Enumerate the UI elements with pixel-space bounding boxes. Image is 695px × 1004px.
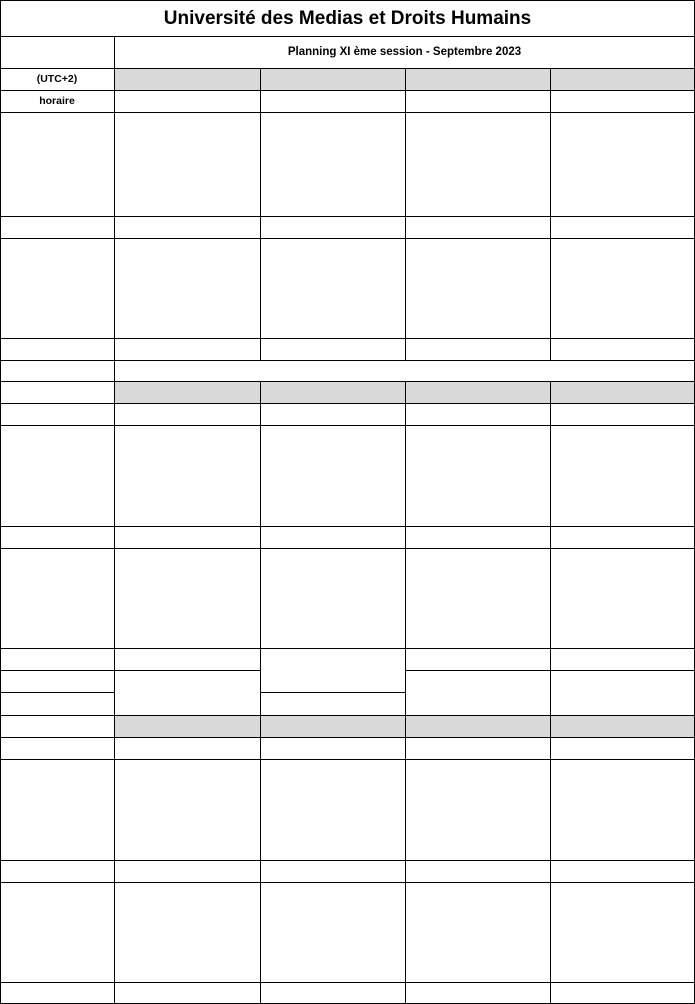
grid-line [0, 0, 695, 1]
session-cell [260, 860, 405, 882]
session-cell [260, 238, 405, 338]
session-cell [550, 425, 695, 526]
grid-line [0, 692, 114, 693]
grid-line [0, 982, 695, 983]
grid-line [0, 670, 260, 671]
session-cell [405, 759, 550, 860]
time-slot-label [0, 112, 114, 216]
session-cell [114, 238, 260, 338]
date-header [260, 90, 405, 112]
grid-line [0, 68, 695, 69]
time-slot-label [0, 982, 114, 1004]
date-header [405, 90, 550, 112]
time-slot-label [0, 425, 114, 526]
grid-line [0, 737, 695, 738]
session-cell [550, 238, 695, 338]
grid-line [0, 112, 695, 113]
session-cell [260, 112, 405, 216]
time-slot-label [0, 238, 114, 338]
horaire-label: horaire [39, 94, 75, 107]
session-cell [114, 526, 260, 548]
grid-line [0, 715, 695, 716]
time-slot-label [0, 338, 114, 360]
grid-line [260, 692, 405, 693]
session-cell [405, 238, 550, 338]
time-slot-label [0, 648, 114, 670]
session-cell [550, 338, 695, 360]
time-slot-label [0, 759, 114, 860]
date-header [550, 403, 695, 425]
session-cell [260, 526, 405, 548]
session-cell [260, 882, 405, 982]
grid-line [0, 90, 695, 91]
time-slot-label [0, 526, 114, 548]
day-header-lundi [114, 715, 260, 737]
grid-line [114, 36, 115, 1004]
grid-line [0, 882, 695, 883]
session-cell [550, 648, 695, 670]
time-slot-label [0, 548, 114, 648]
session-cell [405, 982, 550, 1004]
grid-line [0, 216, 695, 217]
grid-line [0, 526, 695, 527]
date-header [550, 737, 695, 759]
session-cell [550, 670, 695, 692]
day-header-jeudi [550, 715, 695, 737]
grid-line [0, 338, 695, 339]
grid-line [0, 403, 695, 404]
session-cell [260, 548, 405, 692]
session-cell [260, 759, 405, 860]
grid-line [0, 548, 695, 549]
grid-line [405, 381, 406, 715]
session-cell [114, 648, 260, 670]
grid-line [0, 860, 695, 861]
day-header-mardi [260, 381, 405, 403]
date-header [550, 90, 695, 112]
grid-line [260, 381, 261, 715]
page-title: Université des Medias et Droits Humains [163, 7, 532, 29]
session-cell [550, 548, 695, 648]
date-header [405, 737, 550, 759]
session-cell [405, 338, 550, 360]
session-cell [114, 338, 260, 360]
day-header-mercredi [405, 715, 550, 737]
time-slot-label [0, 882, 114, 982]
day-header-mardi [260, 715, 405, 737]
session-cell [260, 982, 405, 1004]
grid-line [0, 360, 695, 361]
session-cell [260, 425, 405, 526]
session-cell [550, 216, 695, 238]
session-cell [114, 548, 260, 648]
session-cell [550, 526, 695, 548]
session-cell [114, 112, 260, 216]
grid-line [405, 670, 695, 671]
session-cell [260, 216, 405, 238]
session-cell [114, 670, 260, 692]
session-cell [550, 882, 695, 982]
session-cell [260, 692, 405, 715]
session-cell [405, 670, 550, 692]
session-cell [405, 648, 550, 670]
session-cell [260, 338, 405, 360]
grid-line [550, 68, 551, 360]
grid-line [0, 381, 695, 382]
grid-line [260, 715, 261, 1004]
session-cell [550, 112, 695, 216]
session-cell [405, 216, 550, 238]
grid-line [0, 0, 1, 1004]
session-subtitle: Planning XI ème session - Septembre 2023 [287, 45, 522, 58]
time-slot-label [0, 216, 114, 238]
session-cell [114, 216, 260, 238]
grid-line [260, 68, 261, 360]
date-header [405, 403, 550, 425]
date-header [114, 403, 260, 425]
session-cell-line [621, 801, 624, 818]
day-header-mercredi [405, 68, 550, 90]
grid-line [0, 759, 695, 760]
session-cell [114, 860, 260, 882]
session-cell [405, 860, 550, 882]
session-cell [114, 759, 260, 860]
day-header-mardi [260, 68, 405, 90]
grid-line [0, 648, 695, 649]
grid-line [0, 425, 695, 426]
timezone-label: (UTC+2) [36, 72, 78, 85]
date-header [114, 737, 260, 759]
session-cell [405, 548, 550, 648]
session-cell [114, 882, 260, 982]
grid-line [550, 715, 551, 1004]
grid-line [405, 68, 406, 360]
grid-line [405, 715, 406, 1004]
grid-line [0, 238, 695, 239]
day-header-jeudi [550, 68, 695, 90]
session-cell [550, 860, 695, 882]
date-header [114, 90, 260, 112]
session-cell [550, 759, 695, 860]
grid-line [0, 36, 695, 37]
time-slot-label [0, 860, 114, 882]
session-cell [405, 526, 550, 548]
session-cell [550, 982, 695, 1004]
session-cell [405, 425, 550, 526]
session-cell [405, 882, 550, 982]
day-header-lundi [114, 68, 260, 90]
session-cell [114, 425, 260, 526]
session-cell [405, 112, 550, 216]
day-header-mercredi [405, 381, 550, 403]
date-header [260, 403, 405, 425]
date-header [260, 737, 405, 759]
grid-line [550, 381, 551, 715]
day-header-jeudi [550, 381, 695, 403]
day-header-lundi [114, 381, 260, 403]
session-cell [114, 982, 260, 1004]
time-slot-label [0, 670, 114, 692]
